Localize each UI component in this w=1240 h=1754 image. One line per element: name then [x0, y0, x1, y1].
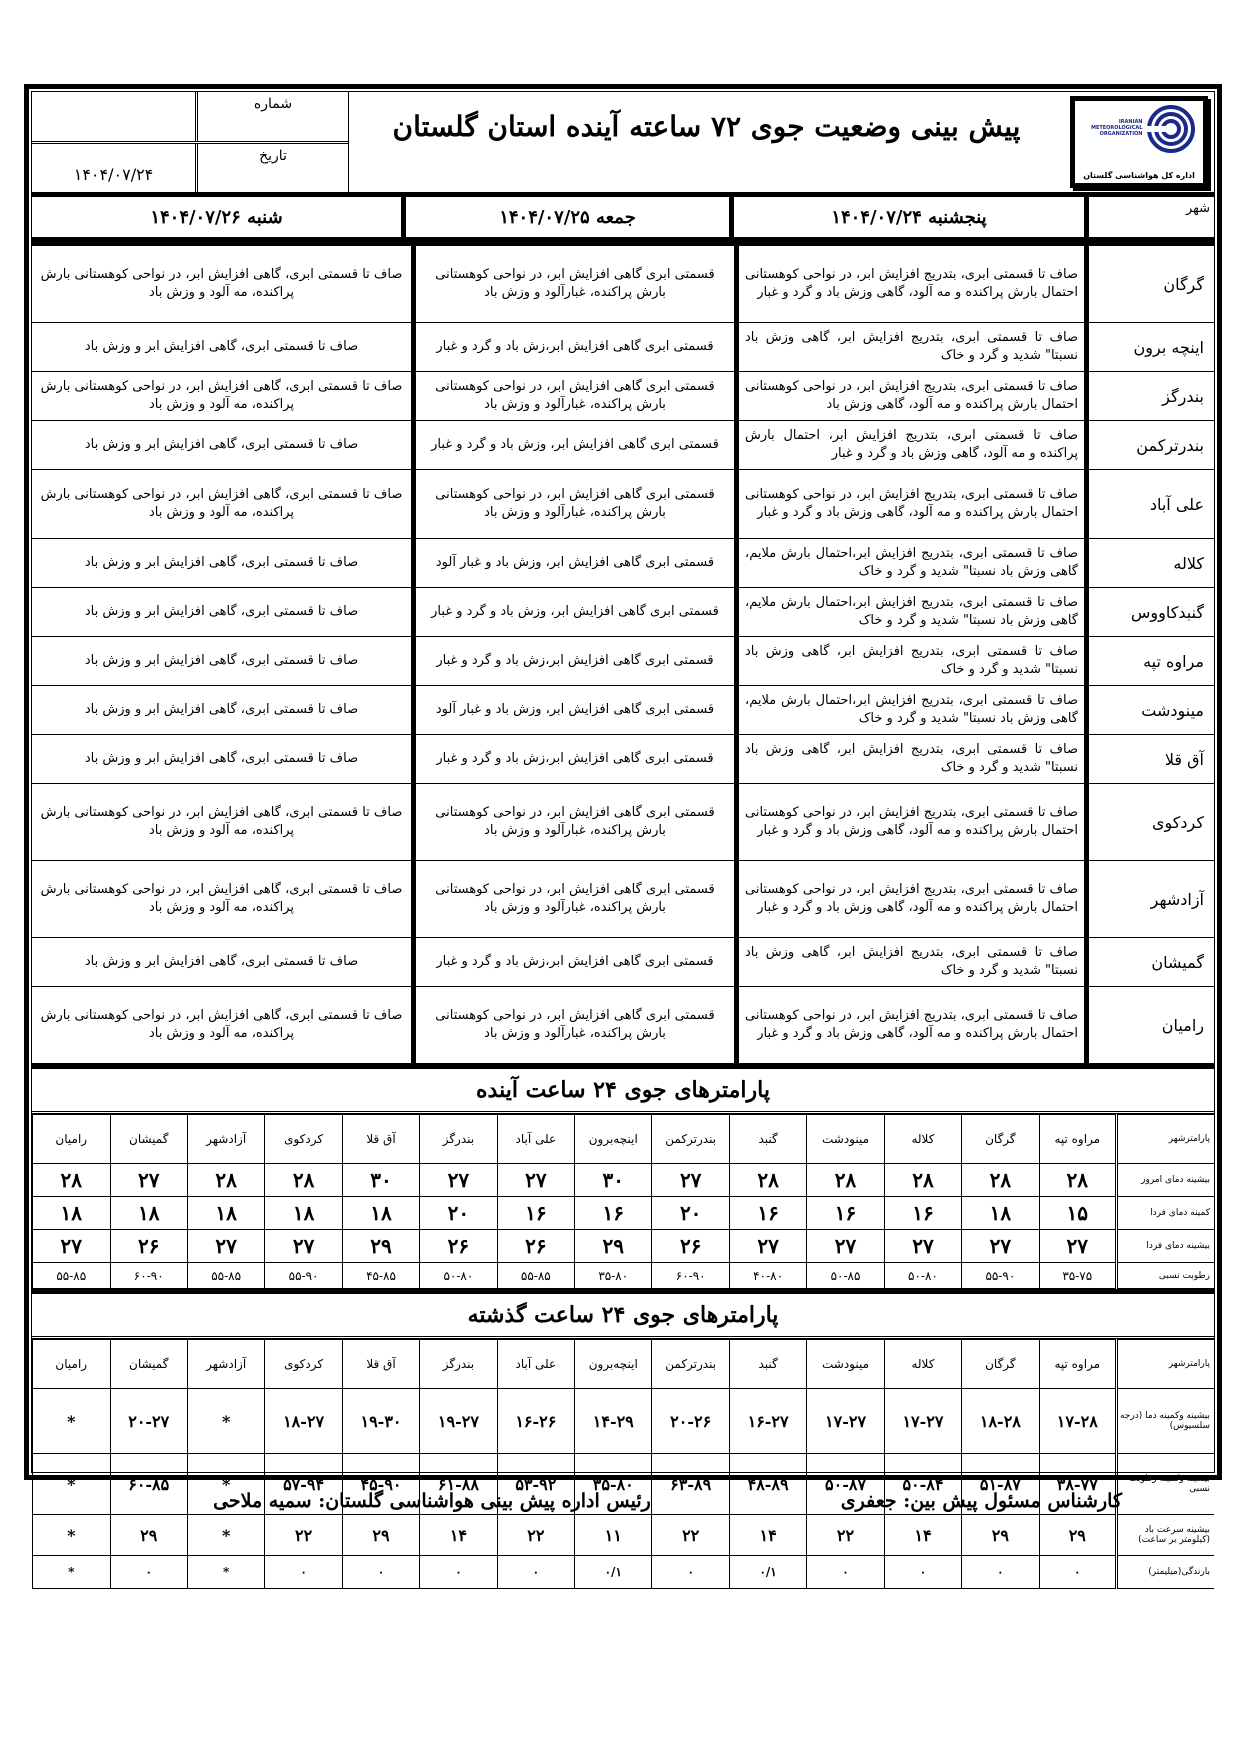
- param-row: [33, 1263, 1215, 1289]
- param-value: ۵۰-۸۰: [884, 1263, 961, 1289]
- param-header-row: [33, 1340, 1215, 1389]
- param-value: *: [187, 1515, 264, 1556]
- forecast-table: [32, 242, 1214, 1064]
- forecast-row: [32, 372, 1214, 421]
- param-row-label: بارندگی(میلیمتر): [1117, 1556, 1215, 1589]
- param-value: ۱۶: [884, 1197, 961, 1230]
- param-value: ۲۸: [33, 1164, 111, 1197]
- forecast-day-1: صاف تا قسمتی ابری، بتدریج افزایش ابر، گاهی وزش باد نسبتا" شدید و گرد و خاک: [734, 735, 1084, 783]
- forecast-row: [32, 323, 1214, 372]
- logo-english-text: IRANIAN METEOROLOGICAL ORGANIZATION: [1090, 119, 1143, 137]
- forecast-day-2: قسمتی ابری گاهی افزایش ابر، در نواحی کوهستانی بارش پراکنده، غبارآلود و وزش باد: [411, 861, 734, 937]
- param-value: ۱۸: [265, 1197, 342, 1230]
- param-value: ۵۱-۸۷: [962, 1454, 1039, 1515]
- forecaster-signature: کارشناس مسئول پیش بین: جعفری: [840, 1490, 1122, 1512]
- number-label: شماره: [195, 92, 348, 141]
- forecast-row: [32, 470, 1214, 539]
- param-value: ۰: [652, 1556, 729, 1589]
- param-value: ۰/۱: [729, 1556, 806, 1589]
- city-name: بندرترکمن: [1084, 421, 1214, 469]
- param-value: ۱۸-۲۷: [265, 1389, 342, 1454]
- param-corner-label: پارامترشهر: [1117, 1340, 1215, 1389]
- logo-cell: [1064, 92, 1214, 192]
- forecast-day-3: صاف تا قسمتی ابری، گاهی افزایش ابر، در نواحی کوهستانی بارش پراکنده، مه آلود و وزش باد: [40, 1008, 403, 1041]
- forecast-day-2: قسمتی ابری گاهی افزایش ابر، وزش باد و گرد و غبار: [411, 421, 734, 469]
- forecast-day-3: صاف تا قسمتی ابری، گاهی افزایش ابر و وزش باد: [84, 555, 359, 570]
- param-value: ۲۸: [1039, 1164, 1116, 1197]
- param-city-header: بندرگز: [420, 1340, 497, 1389]
- param-value: ۲۹: [110, 1515, 187, 1556]
- param-value: ۵۵-۹۰: [265, 1263, 342, 1289]
- forecast-day-2: قسمتی ابری گاهی افزایش ابر، در نواحی کوهستانی بارش پراکنده، غبارآلود و وزش باد: [411, 246, 734, 322]
- number-row: [32, 92, 348, 144]
- param-value: ۲۹: [575, 1230, 652, 1263]
- param-value: ۰: [807, 1556, 884, 1589]
- city-name: گمیشان: [1084, 938, 1214, 986]
- param-value: ۱۱: [575, 1515, 652, 1556]
- forecast-row: [32, 938, 1214, 987]
- date-label: تاریخ: [195, 144, 348, 193]
- param-value: ۶۰-۹۰: [652, 1263, 729, 1289]
- param-value: ۳۰: [342, 1164, 419, 1197]
- day-header-3: شنبه ۱۴۰۴/۰۷/۲۶: [150, 206, 283, 228]
- param-value: ۳۸-۷۷: [1039, 1454, 1116, 1515]
- param-city-header: کلاله: [884, 1115, 961, 1164]
- param-value: ۱۸: [342, 1197, 419, 1230]
- param-city-header: اینچه‌برون: [575, 1115, 652, 1164]
- city-name: علی آباد: [1084, 470, 1214, 538]
- city-name: گنبدکاووس: [1084, 588, 1214, 636]
- param-value: *: [187, 1556, 264, 1589]
- day-headers: [32, 197, 1214, 242]
- city-name: مراوه تپه: [1084, 637, 1214, 685]
- param-value: ۵۳-۹۲: [497, 1454, 574, 1515]
- param-value: ۱۹-۲۷: [420, 1389, 497, 1454]
- forecast-day-2: قسمتی ابری گاهی افزایش ابر، در نواحی کوهستانی بارش پراکنده، غبارآلود و وزش باد: [411, 987, 734, 1063]
- param-value: ۲۷: [884, 1230, 961, 1263]
- forecast-day-1: صاف تا قسمتی ابری، بتدریج افزایش ابر،احتمال بارش ملایم، گاهی وزش باد نسبتا" شدید و گرد و خاک: [734, 539, 1084, 587]
- param-value: ۵۷-۹۴: [265, 1454, 342, 1515]
- param-value: ۲۸: [729, 1164, 806, 1197]
- forecast-day-2: قسمتی ابری گاهی افزایش ابر،زش باد و گرد و غبار: [411, 323, 734, 371]
- param-value: ۱۸: [33, 1197, 111, 1230]
- param-value: *: [187, 1389, 264, 1454]
- param-row-label: بیشینه وکمینه دما (درجه سلسیوس): [1117, 1389, 1215, 1454]
- param-value: ۱۸-۲۸: [962, 1389, 1039, 1454]
- forecast-day-2: قسمتی ابری گاهی افزایش ابر، وزش باد و گرد و غبار: [411, 588, 734, 636]
- forecast-day-1: صاف تا قسمتی ابری، بتدریج افزایش ابر، گاهی وزش باد نسبتا" شدید و گرد و خاک: [734, 323, 1084, 371]
- forecast-day-3: صاف تا قسمتی ابری، گاهی افزایش ابر، در نواحی کوهستانی بارش پراکنده، مه آلود و وزش باد: [40, 267, 403, 300]
- param-value: ۲۷: [33, 1230, 111, 1263]
- param-value: ۲۰-۲۷: [110, 1389, 187, 1454]
- date-row: [32, 144, 348, 193]
- forecast-day-1: صاف تا قسمتی ابری، بتدریج افزایش ابر،احتمال بارش ملایم، گاهی وزش باد نسبتا" شدید و گرد و خاک: [734, 588, 1084, 636]
- param-value: ۲۹: [342, 1230, 419, 1263]
- param-value: ۲۸: [265, 1164, 342, 1197]
- param-value: ۱۸: [187, 1197, 264, 1230]
- logo-persian-text: اداره کل هواشناسی گلستان: [1083, 171, 1195, 180]
- city-name: رامیان: [1084, 987, 1214, 1063]
- param-value: ۱۴-۲۹: [575, 1389, 652, 1454]
- param-city-header: مینودشت: [807, 1115, 884, 1164]
- forecast-day-3: صاف تا قسمتی ابری، گاهی افزایش ابر و وزش باد: [84, 653, 359, 668]
- forecast-day-2: قسمتی ابری گاهی افزایش ابر، در نواحی کوهستانی بارش پراکنده، غبارآلود و وزش باد: [411, 470, 734, 538]
- param-value: ۲۶: [652, 1230, 729, 1263]
- param-value: ۲۹: [1039, 1515, 1116, 1556]
- param-value: ۲۶: [420, 1230, 497, 1263]
- forecast-day-1: صاف تا قسمتی ابری، بتدریج افزایش ابر، گاهی وزش باد نسبتا" شدید و گرد و خاک: [734, 938, 1084, 986]
- forecast-day-3: صاف تا قسمتی ابری، گاهی افزایش ابر، در نواحی کوهستانی بارش پراکنده، مه آلود و وزش باد: [40, 487, 403, 520]
- param-value: ۵۰-۸۷: [807, 1454, 884, 1515]
- param-value: ۳۵-۸۰: [575, 1263, 652, 1289]
- param-value: ۵۵-۸۵: [187, 1263, 264, 1289]
- param-city-header: مینودشت: [807, 1340, 884, 1389]
- param-city-header: آق قلا: [342, 1340, 419, 1389]
- forecast-day-1: صاف تا قسمتی ابری، بتدریج افزایش ابر، در نواحی کوهستانی احتمال بارش پراکنده و مه آلود، گاهی وزش باد و گرد و غبار: [734, 861, 1084, 937]
- param-city-header: علی آباد: [497, 1115, 574, 1164]
- param-city-header: بندرترکمن: [652, 1340, 729, 1389]
- param-row-label: رطوبت نسبی: [1117, 1263, 1215, 1289]
- param-row: [33, 1556, 1215, 1589]
- param-value: ۵۵-۹۰: [962, 1263, 1039, 1289]
- city-name: آزادشهر: [1084, 861, 1214, 937]
- param-city-header: کردکوی: [265, 1115, 342, 1164]
- param-value: ۰: [420, 1556, 497, 1589]
- param-city-header: رامیان: [33, 1340, 111, 1389]
- param-value: ۵۰-۸۰: [420, 1263, 497, 1289]
- forecast-day-2: قسمتی ابری گاهی افزایش ابر، وزش باد و غبار آلود: [411, 686, 734, 734]
- city-name: کردکوی: [1084, 784, 1214, 860]
- param-value: ۲۷: [187, 1230, 264, 1263]
- param-value: ۰: [1039, 1556, 1116, 1589]
- param-city-header: گرگان: [962, 1340, 1039, 1389]
- param-value: ۶۱-۸۸: [420, 1454, 497, 1515]
- param-value: ۱۴: [884, 1515, 961, 1556]
- param-city-header: کردکوی: [265, 1340, 342, 1389]
- document-header: [32, 92, 1214, 197]
- forecast-day-1: صاف تا قسمتی ابری، بتدریج افزایش ابر، در نواحی کوهستانی احتمال بارش پراکنده و مه آلود، گاهی وزش باد: [734, 372, 1084, 420]
- param-header-row: [33, 1115, 1215, 1164]
- page-title: پیش بینی وضعیت جوی ۷۲ ساعته آینده استان گلستان: [348, 92, 1064, 192]
- forecast-day-1: صاف تا قسمتی ابری، بتدریج افزایش ابر، در نواحی کوهستانی احتمال بارش پراکنده و مه آلود، گاهی وزش باد و گرد و غبار: [734, 987, 1084, 1063]
- past24-title: پارامترهای جوی ۲۴ ساعت گذشته: [32, 1289, 1214, 1339]
- forecast-row: [32, 686, 1214, 735]
- param-value: ۲۰-۲۶: [652, 1389, 729, 1454]
- forecast-day-2: قسمتی ابری گاهی افزایش ابر،زش باد و گرد و غبار: [411, 938, 734, 986]
- meta-block: [32, 92, 348, 192]
- forecast-day-1: صاف تا قسمتی ابری، بتدریج افزایش ابر، احتمال بارش پراکنده و مه آلود، گاهی وزش باد و گرد و غبار: [734, 421, 1084, 469]
- param-value: ۲۸: [884, 1164, 961, 1197]
- param-value: *: [33, 1556, 111, 1589]
- param-value: ۲۷: [265, 1230, 342, 1263]
- city-name: مینودشت: [1084, 686, 1214, 734]
- param-value: ۴۵-۸۵: [342, 1263, 419, 1289]
- param-value: ۰: [110, 1556, 187, 1589]
- param-value: ۳۵-۷۵: [1039, 1263, 1116, 1289]
- city-name: اینچه برون: [1084, 323, 1214, 371]
- param-value: ۱۹-۳۰: [342, 1389, 419, 1454]
- param-city-header: اینچه‌برون: [575, 1340, 652, 1389]
- forecast-day-3: صاف تا قسمتی ابری، گاهی افزایش ابر و وزش باد: [84, 751, 359, 766]
- city-name: گرگان: [1084, 246, 1214, 322]
- param-value: ۲۷: [807, 1230, 884, 1263]
- param-value: ۰: [884, 1556, 961, 1589]
- param-city-header: بندرگز: [420, 1115, 497, 1164]
- param-value: ۰/۱: [575, 1556, 652, 1589]
- param-value: ۲۹: [342, 1515, 419, 1556]
- param-row-label: بیشینه دمای امروز: [1117, 1164, 1215, 1197]
- next24-title: پارامترهای جوی ۲۴ ساعت آینده: [32, 1064, 1214, 1114]
- param-value: ۴۰-۸۰: [729, 1263, 806, 1289]
- forecast-row: [32, 246, 1214, 323]
- param-value: ۲۷: [729, 1230, 806, 1263]
- city-name: کلاله: [1084, 539, 1214, 587]
- forecast-row: [32, 735, 1214, 784]
- param-row: [33, 1230, 1215, 1263]
- param-row: [33, 1197, 1215, 1230]
- param-value: ۰: [265, 1556, 342, 1589]
- forecast-row: [32, 987, 1214, 1064]
- param-value: ۶۳-۸۹: [652, 1454, 729, 1515]
- param-city-header: بندرترکمن: [652, 1115, 729, 1164]
- forecast-day-1: صاف تا قسمتی ابری، بتدریج افزایش ابر، در نواحی کوهستانی احتمال بارش پراکنده و مه آلود، گاهی وزش باد و گرد و غبار: [734, 246, 1084, 322]
- param-value: ۵۰-۸۴: [884, 1454, 961, 1515]
- param-value: *: [33, 1515, 111, 1556]
- param-value: ۱۷-۲۸: [1039, 1389, 1116, 1454]
- param-value: ۳۰: [575, 1164, 652, 1197]
- param-city-header: آزادشهر: [187, 1115, 264, 1164]
- forecast-day-3: صاف تا قسمتی ابری، گاهی افزایش ابر، در نواحی کوهستانی بارش پراکنده، مه آلود و وزش باد: [40, 805, 403, 838]
- param-value: *: [33, 1454, 111, 1515]
- param-row-label: کمینه دمای فردا: [1117, 1197, 1215, 1230]
- forecast-day-3: صاف تا قسمتی ابری، گاهی افزایش ابر و وزش باد: [84, 702, 359, 717]
- forecast-day-2: قسمتی ابری گاهی افزایش ابر،زش باد و گرد و غبار: [411, 637, 734, 685]
- day-header-1: پنجشنبه ۱۴۰۴/۰۷/۲۴: [729, 197, 1084, 237]
- param-value: ۱۶-۲۶: [497, 1389, 574, 1454]
- param-corner-label: پارامترشهر: [1117, 1115, 1215, 1164]
- param-value: ۱۶-۲۷: [729, 1389, 806, 1454]
- forecast-day-3: صاف تا قسمتی ابری، گاهی افزایش ابر، در نواحی کوهستانی بارش پراکنده، مه آلود و وزش باد: [40, 882, 403, 915]
- forecast-day-3: صاف تا قسمتی ابری، گاهی افزایش ابر و وزش باد: [84, 339, 359, 354]
- param-value: ۱۸: [962, 1197, 1039, 1230]
- forecast-row: [32, 861, 1214, 938]
- param-city-header: گنبد: [729, 1115, 806, 1164]
- param-value: ۳۵-۸۰: [575, 1454, 652, 1515]
- forecast-day-1: صاف تا قسمتی ابری، بتدریج افزایش ابر، گاهی وزش باد نسبتا" شدید و گرد و خاک: [734, 637, 1084, 685]
- param-row: [33, 1389, 1215, 1454]
- param-value: ۲۷: [962, 1230, 1039, 1263]
- param-city-header: آزادشهر: [187, 1340, 264, 1389]
- param-value: ۲۸: [807, 1164, 884, 1197]
- param-value: ۱۴: [420, 1515, 497, 1556]
- forecast-row: [32, 784, 1214, 861]
- param-value: ۱۶: [497, 1197, 574, 1230]
- param-city-header: مراوه تپه: [1039, 1115, 1116, 1164]
- param-value: ۴۵-۹۰: [342, 1454, 419, 1515]
- date-value: ۱۴۰۴/۰۷/۲۴: [73, 165, 154, 184]
- forecast-day-3: صاف تا قسمتی ابری، گاهی افزایش ابر، در نواحی کوهستانی بارش پراکنده، مه آلود و وزش باد: [40, 379, 403, 412]
- param-value: ۶۰-۹۰: [110, 1263, 187, 1289]
- param-value: ۲۶: [497, 1230, 574, 1263]
- param-value: ۲۲: [265, 1515, 342, 1556]
- forecast-day-2: قسمتی ابری گاهی افزایش ابر،زش باد و گرد و غبار: [411, 735, 734, 783]
- param-value: ۲۷: [420, 1164, 497, 1197]
- forecast-day-2: قسمتی ابری گاهی افزایش ابر، وزش باد و غبار آلود: [411, 539, 734, 587]
- param-value: ۲۲: [807, 1515, 884, 1556]
- logo-spiral-icon: [1146, 104, 1196, 154]
- param-value: ۲۷: [110, 1164, 187, 1197]
- param-value: ۱۷-۲۷: [884, 1389, 961, 1454]
- day-header-2: جمعه ۱۴۰۴/۰۷/۲۵: [401, 197, 729, 237]
- param-city-header: علی آباد: [497, 1340, 574, 1389]
- forecast-day-3: صاف تا قسمتی ابری، گاهی افزایش ابر و وزش باد: [84, 437, 359, 452]
- param-row: [33, 1164, 1215, 1197]
- param-value: ۵۵-۸۵: [33, 1263, 111, 1289]
- param-row-label: بیشینه دمای فردا: [1117, 1230, 1215, 1263]
- param-row-label: بیشینه وکمینه رطوبت نسبی: [1117, 1454, 1215, 1515]
- param-value: ۲۰: [420, 1197, 497, 1230]
- head-signature: رئیس اداره پیش بینی هواشناسی گلستان: سمیه ملاحی: [213, 1490, 651, 1512]
- param-value: ۴۸-۸۹: [729, 1454, 806, 1515]
- forecast-row: [32, 421, 1214, 470]
- param-value: ۱۴: [729, 1515, 806, 1556]
- param-value: ۲۷: [497, 1164, 574, 1197]
- param-city-header: کلاله: [884, 1340, 961, 1389]
- forecast-day-1: صاف تا قسمتی ابری، بتدریج افزایش ابر، در نواحی کوهستانی احتمال بارش پراکنده و مه آلود، گاهی وزش باد و گرد و غبار: [734, 784, 1084, 860]
- param-city-header: رامیان: [33, 1115, 111, 1164]
- param-value: ۲۲: [652, 1515, 729, 1556]
- next24-table: [32, 1114, 1214, 1289]
- param-value: ۲۷: [1039, 1230, 1116, 1263]
- param-value: ۲۸: [187, 1164, 264, 1197]
- city-column-header: شهر: [1084, 197, 1214, 237]
- meteorological-organization-logo: [1070, 96, 1208, 188]
- param-value: ۲۸: [962, 1164, 1039, 1197]
- param-city-header: آق قلا: [342, 1115, 419, 1164]
- param-value: ۰: [962, 1556, 1039, 1589]
- forecast-row: [32, 637, 1214, 686]
- param-value: ۵۰-۸۵: [807, 1263, 884, 1289]
- city-name: آق قلا: [1084, 735, 1214, 783]
- param-value: ۶۰-۸۵: [110, 1454, 187, 1515]
- forecast-day-2: قسمتی ابری گاهی افزایش ابر، در نواحی کوهستانی بارش پراکنده، غبارآلود و وزش باد: [411, 372, 734, 420]
- param-city-header: گنبد: [729, 1340, 806, 1389]
- forecast-row: [32, 588, 1214, 637]
- param-value: ۲۹: [962, 1515, 1039, 1556]
- forecast-row: [32, 539, 1214, 588]
- param-value: ۵۵-۸۵: [497, 1263, 574, 1289]
- param-value: ۰: [497, 1556, 574, 1589]
- past24-table: [32, 1339, 1214, 1589]
- param-city-header: گمیشان: [110, 1115, 187, 1164]
- param-city-header: گمیشان: [110, 1340, 187, 1389]
- param-value: ۲۲: [497, 1515, 574, 1556]
- param-value: ۰: [342, 1556, 419, 1589]
- signature-footer: [24, 1490, 1222, 1512]
- number-value: [32, 92, 195, 141]
- param-city-header: گرگان: [962, 1115, 1039, 1164]
- param-city-header: مراوه تپه: [1039, 1340, 1116, 1389]
- forecast-day-1: صاف تا قسمتی ابری، بتدریج افزایش ابر،احتمال بارش ملایم، گاهی وزش باد نسبتا" شدید و گرد و خاک: [734, 686, 1084, 734]
- param-value: ۱۶: [807, 1197, 884, 1230]
- param-value: ۲۰: [652, 1197, 729, 1230]
- param-value: ۱۶: [729, 1197, 806, 1230]
- param-row-label: بیشینه سرعت باد (کیلومتر بر ساعت): [1117, 1515, 1215, 1556]
- city-name: بندرگز: [1084, 372, 1214, 420]
- param-value: ۱۶: [575, 1197, 652, 1230]
- param-value: ۲۷: [652, 1164, 729, 1197]
- param-value: *: [187, 1454, 264, 1515]
- param-value: ۱۸: [110, 1197, 187, 1230]
- forecast-day-2: قسمتی ابری گاهی افزایش ابر، در نواحی کوهستانی بارش پراکنده، غبارآلود و وزش باد: [411, 784, 734, 860]
- param-value: *: [33, 1389, 111, 1454]
- param-value: ۱۷-۲۷: [807, 1389, 884, 1454]
- param-value: ۲۶: [110, 1230, 187, 1263]
- forecast-day-1: صاف تا قسمتی ابری، بتدریج افزایش ابر، در نواحی کوهستانی احتمال بارش پراکنده و مه آلود، گاهی وزش باد و گرد و غبار: [734, 470, 1084, 538]
- forecast-day-3: صاف تا قسمتی ابری، گاهی افزایش ابر و وزش باد: [84, 954, 359, 969]
- param-row: [33, 1515, 1215, 1556]
- param-value: ۱۵: [1039, 1197, 1116, 1230]
- forecast-day-3: صاف تا قسمتی ابری، گاهی افزایش ابر و وزش باد: [84, 604, 359, 619]
